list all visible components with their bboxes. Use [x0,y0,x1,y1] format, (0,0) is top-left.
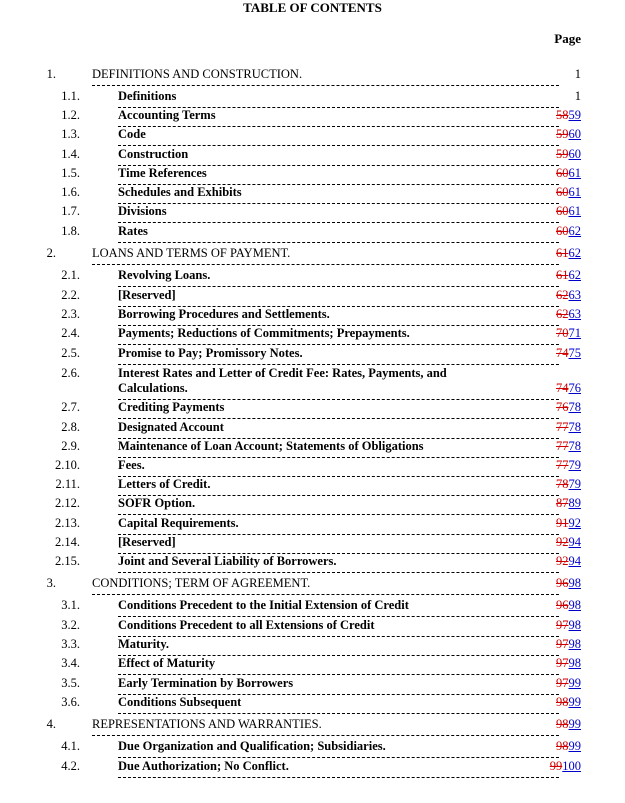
deleted-page-number: 76 [556,400,569,414]
toc-entry-number: 3. [46,576,56,590]
toc-entry-number: 1.6. [61,185,80,199]
inserted-page-number: 100 [562,759,581,773]
toc-entry-page [556,637,581,652]
inserted-page-number: 60 [568,147,581,161]
toc-entry-number: 2.14. [55,535,80,549]
inserted-page-number: 99 [568,695,581,709]
toc-entry[interactable] [0,656,625,675]
deleted-page-number: 97 [556,637,569,651]
inserted-page-number: 92 [568,516,581,530]
deleted-page-number: 96 [556,576,569,590]
toc-entry[interactable] [0,326,625,345]
deleted-page-number: 91 [556,516,569,530]
deleted-page-number: 60 [556,224,569,238]
toc-entry-number: 2.12. [55,496,80,510]
toc-entry-title: [Reserved] [118,288,176,302]
toc-entry-number: 2.6. [61,366,80,380]
toc-entry-title: Joint and Several Liability of Borrowers. [118,554,337,568]
toc-entry-number: 2.10. [55,458,80,472]
toc-entry-number: 3.1. [61,598,80,612]
toc-entry-title: LOANS AND TERMS OF PAYMENT. [92,246,291,260]
toc-entry-page [556,695,581,710]
toc-entry-title: Early Termination by Borrowers [118,676,294,690]
deleted-page-number: 60 [556,204,569,218]
toc-entry-number: 2.4. [61,326,80,340]
inserted-page-number: 62 [568,246,581,260]
toc-entry[interactable] [0,108,625,127]
inserted-page-number: 99 [568,739,581,753]
toc-entry-title: Schedules and Exhibits [118,185,242,199]
toc-entry-leader [118,554,559,573]
toc-entry[interactable] [0,739,625,758]
inserted-page-number: 59 [568,108,581,122]
toc-entry-number: 4.1. [61,739,80,753]
toc-entry-title: Time References [118,166,207,180]
toc-entry-leader [118,656,559,675]
toc-entry[interactable] [0,366,625,400]
toc-entry-page [556,535,581,550]
toc-entry-title: Designated Account [118,420,224,434]
deleted-page-number: 97 [556,618,569,632]
toc-entry-number: 3.5. [61,676,80,690]
inserted-page-number: 98 [568,637,581,651]
toc-entry-leader [118,185,559,204]
toc-entry-title: Conditions Precedent to the Initial Extension of Credit [118,598,409,612]
toc-entry[interactable] [0,516,625,535]
inserted-page-number: 99 [568,717,581,731]
toc-entry-leader [118,516,559,535]
toc-entry-leader [118,346,559,365]
toc-entry[interactable] [0,346,625,365]
toc-entry-page [556,656,581,671]
deleted-page-number: 78 [556,477,569,491]
toc-entry-number: 1.3. [61,127,80,141]
toc-entry-page [556,739,581,754]
inserted-page-number: 98 [568,656,581,670]
toc-entry-title: [Reserved] [118,535,176,549]
inserted-page-number: 94 [568,554,581,568]
toc-entry[interactable] [0,166,625,185]
document-title: TABLE OF CONTENTS [243,0,382,15]
toc-entry-number: 3.2. [61,618,80,632]
toc-entry-number: 2.7. [61,400,80,414]
toc-entry[interactable] [0,288,625,307]
toc-entry[interactable] [0,458,625,477]
deleted-page-number: 77 [556,420,569,434]
inserted-page-number: 61 [568,204,581,218]
toc-entry-leader [118,326,559,345]
toc-entry-number: 1.7. [61,204,80,218]
toc-entry-title: Divisions [118,204,167,218]
toc-entry[interactable] [0,420,625,439]
inserted-page-number: 62 [568,268,581,282]
inserted-page-number: 71 [568,326,581,340]
toc-entry-page [556,307,581,322]
toc-entry-title: CONDITIONS; TERM OF AGREEMENT. [92,576,311,590]
toc-entry[interactable] [0,147,625,166]
inserted-page-number: 78 [568,420,581,434]
deleted-page-number: 97 [556,656,569,670]
toc-entry-number: 1. [46,67,56,81]
toc-entry[interactable] [0,185,625,204]
inserted-page-number: 79 [568,477,581,491]
toc-entry-number: 2.3. [61,307,80,321]
toc-entry-page [556,185,581,200]
toc-entry-leader [118,477,559,496]
toc-entry-title: Due Organization and Qualification; Subsidiaries. [118,739,386,753]
toc-entry-leader [118,676,559,695]
inserted-page-number: 62 [568,224,581,238]
deleted-page-number: 92 [556,535,569,549]
toc-entry-number: 2.1. [61,268,80,282]
toc-entry-page [556,496,581,511]
toc-entry-page [556,108,581,123]
toc-entry-leader [92,67,559,86]
toc-entry-leader [118,496,559,515]
inserted-page-number: 98 [568,576,581,590]
toc-entry-page [556,598,581,613]
toc-entry-number: 2.8. [61,420,80,434]
toc-entry-page [556,204,581,219]
inserted-page-number: 94 [568,535,581,549]
toc-entry-title: Due Authorization; No Conflict. [118,759,289,773]
toc-entry-leader [118,108,559,127]
toc-entry-title: Revolving Loans. [118,268,211,282]
inserted-page-number: 79 [568,458,581,472]
toc-entry-title: Fees. [118,458,145,472]
toc-entry-title: Effect of Maturity [118,656,216,670]
toc-entry-page [556,381,581,396]
toc-entry-page [550,759,581,774]
toc-entry-leader [118,307,559,326]
toc-entry-page [556,576,581,591]
toc-entry-number: 1.5. [61,166,80,180]
toc-entry-number: 2. [46,246,56,260]
toc-entry-title: Payments; Reductions of Commitments; Prepayments. [118,326,410,340]
toc-entry[interactable] [0,400,625,419]
toc-entry[interactable] [0,496,625,515]
deleted-page-number: 98 [556,717,569,731]
toc-entry[interactable] [0,89,625,108]
toc-entry-leader [92,246,559,265]
toc-entry-title: Rates [118,224,148,238]
toc-entry-leader [118,204,559,223]
toc-entry-page [556,224,581,239]
toc-entry-number: 3.4. [61,656,80,670]
toc-entry-leader [118,147,559,166]
inserted-page-number: 61 [568,185,581,199]
deleted-page-number: 74 [556,346,569,360]
toc-entry[interactable] [0,598,625,617]
toc-entry[interactable] [0,224,625,243]
toc-entry[interactable] [0,554,625,573]
deleted-page-number: 61 [556,246,569,260]
toc-entry-leader [118,166,559,185]
toc-entry-leader [118,598,559,617]
toc-entry[interactable] [0,204,625,223]
toc-entry[interactable] [0,676,625,695]
toc-entry-leader [118,224,559,243]
inserted-page-number: 75 [568,346,581,360]
deleted-page-number: 62 [556,288,569,302]
toc-entry[interactable] [0,127,625,146]
toc-entry-page [556,618,581,633]
toc-entry-page [556,166,581,181]
toc-entry[interactable] [0,535,625,554]
toc-entry-title: Maturity. [118,637,170,651]
deleted-page-number: 60 [556,166,569,180]
toc-entry-number: 1.4. [61,147,80,161]
page-column-header: Page [554,31,581,46]
toc-entry-leader [118,618,559,637]
toc-entry-number: 2.5. [61,346,80,360]
toc-entry-number: 4. [46,717,56,731]
toc-entry-page [556,458,581,473]
deleted-page-number: 58 [556,108,569,122]
toc-entry[interactable] [0,637,625,656]
toc-entry-number: 2.15. [55,554,80,568]
deleted-page-number: 98 [556,739,569,753]
toc-entry-number: 2.11. [55,477,80,491]
toc-entry-title: DEFINITIONS AND CONSTRUCTION. [92,67,303,81]
toc-entry-page [556,127,581,142]
toc-entry[interactable] [0,618,625,637]
toc-entry-page [556,268,581,283]
toc-entry-page [556,246,581,261]
toc-entry-title: REPRESENTATIONS AND WARRANTIES. [92,717,322,731]
toc-entry-leader [118,127,559,146]
toc-entry[interactable] [0,307,625,326]
toc-entry-leader [118,420,559,439]
inserted-page-number: 98 [568,618,581,632]
toc-entry-page [556,346,581,361]
deleted-page-number: 60 [556,185,569,199]
deleted-page-number: 98 [556,695,569,709]
toc-entry-leader [118,268,559,287]
toc-entry-title: Interest Rates and Letter of Credit Fee: Rates, Payments, and Calculations. [118,366,499,396]
deleted-page-number: 70 [556,326,569,340]
toc-entry-page [556,516,581,531]
toc-entry-leader [92,717,559,736]
inserted-page-number: 78 [568,439,581,453]
toc-entry-page [556,477,581,492]
toc-entry-leader [118,400,559,419]
toc-entry-leader [118,739,559,758]
inserted-page-number: 78 [568,400,581,414]
toc-entry[interactable] [0,576,625,595]
toc-entry-leader [118,89,559,108]
toc-entry[interactable] [0,717,625,736]
deleted-page-number: 96 [556,598,569,612]
toc-entry-title: SOFR Option. [118,496,196,510]
toc-entry-page: 1 [574,67,581,81]
toc-entry-number: 1.1. [61,89,80,103]
toc-entry-page [556,439,581,454]
toc-entry-number: 1.2. [61,108,80,122]
toc-entry[interactable] [0,695,625,714]
toc-entry-title: Borrowing Procedures and Settlements. [118,307,330,321]
deleted-page-number: 77 [556,458,569,472]
toc-entry-number: 2.2. [61,288,80,302]
toc-entry-page [556,147,581,162]
toc-entry-page: 1 [574,89,581,103]
deleted-page-number: 92 [556,554,569,568]
deleted-page-number: 62 [556,307,569,321]
toc-entry-number: 2.13. [55,516,80,530]
inserted-page-number: 99 [568,676,581,690]
toc-entry-title: Conditions Subsequent [118,695,242,709]
toc-entry-title: Conditions Precedent to all Extensions of Credit [118,618,375,632]
deleted-page-number: 59 [556,127,569,141]
toc-entry-title: Promise to Pay; Promissory Notes. [118,346,303,360]
toc-entry-leader [118,535,559,554]
toc-entry-leader [118,458,559,477]
toc-entry-leader [118,366,559,400]
toc-entry-page [556,554,581,569]
toc-entry[interactable] [0,246,625,265]
toc-entry-leader [118,637,559,656]
toc-entry-leader [118,759,559,778]
inserted-page-number: 89 [568,496,581,510]
toc-entry-page [556,717,581,732]
inserted-page-number: 63 [568,307,581,321]
inserted-page-number: 76 [568,381,581,395]
deleted-page-number: 74 [556,381,569,395]
toc-entry-leader [92,576,559,595]
toc-entry-title: Maintenance of Loan Account; Statements of Obligations [118,439,424,453]
inserted-page-number: 60 [568,127,581,141]
toc-entry-leader [118,439,559,458]
toc-entry-page [556,676,581,691]
toc-entry[interactable] [0,477,625,496]
toc-entry-title: Accounting Terms [118,108,216,122]
inserted-page-number: 98 [568,598,581,612]
toc-entry[interactable] [0,759,625,778]
toc-entry-number: 3.3. [61,637,80,651]
toc-entry-title: Code [118,127,146,141]
toc-entry-number: 1.8. [61,224,80,238]
deleted-page-number: 59 [556,147,569,161]
toc-entry-number: 2.9. [61,439,80,453]
toc-entry-number: 4.2. [61,759,80,773]
toc-entry-page [556,400,581,415]
deleted-page-number: 97 [556,676,569,690]
toc-entry-title: Letters of Credit. [118,477,211,491]
toc-entry-page [556,288,581,303]
deleted-page-number: 99 [549,759,563,773]
toc-entry-title: Capital Requirements. [118,516,239,530]
inserted-page-number: 61 [568,166,581,180]
inserted-page-number: 63 [568,288,581,302]
toc-entry-title: Crediting Payments [118,400,225,414]
toc-entry-title: Construction [118,147,189,161]
toc-entry-title: Definitions [118,89,177,103]
toc-entry[interactable] [0,268,625,287]
toc-entry-page [556,326,581,341]
toc-entry-number: 3.6. [61,695,80,709]
toc-entry-page [556,420,581,435]
deleted-page-number: 87 [556,496,569,510]
toc-entry-leader [118,288,559,307]
toc-entry[interactable] [0,67,625,86]
toc-entry-leader [118,695,559,714]
deleted-page-number: 77 [556,439,569,453]
toc-entry[interactable] [0,439,625,458]
deleted-page-number: 61 [556,268,569,282]
